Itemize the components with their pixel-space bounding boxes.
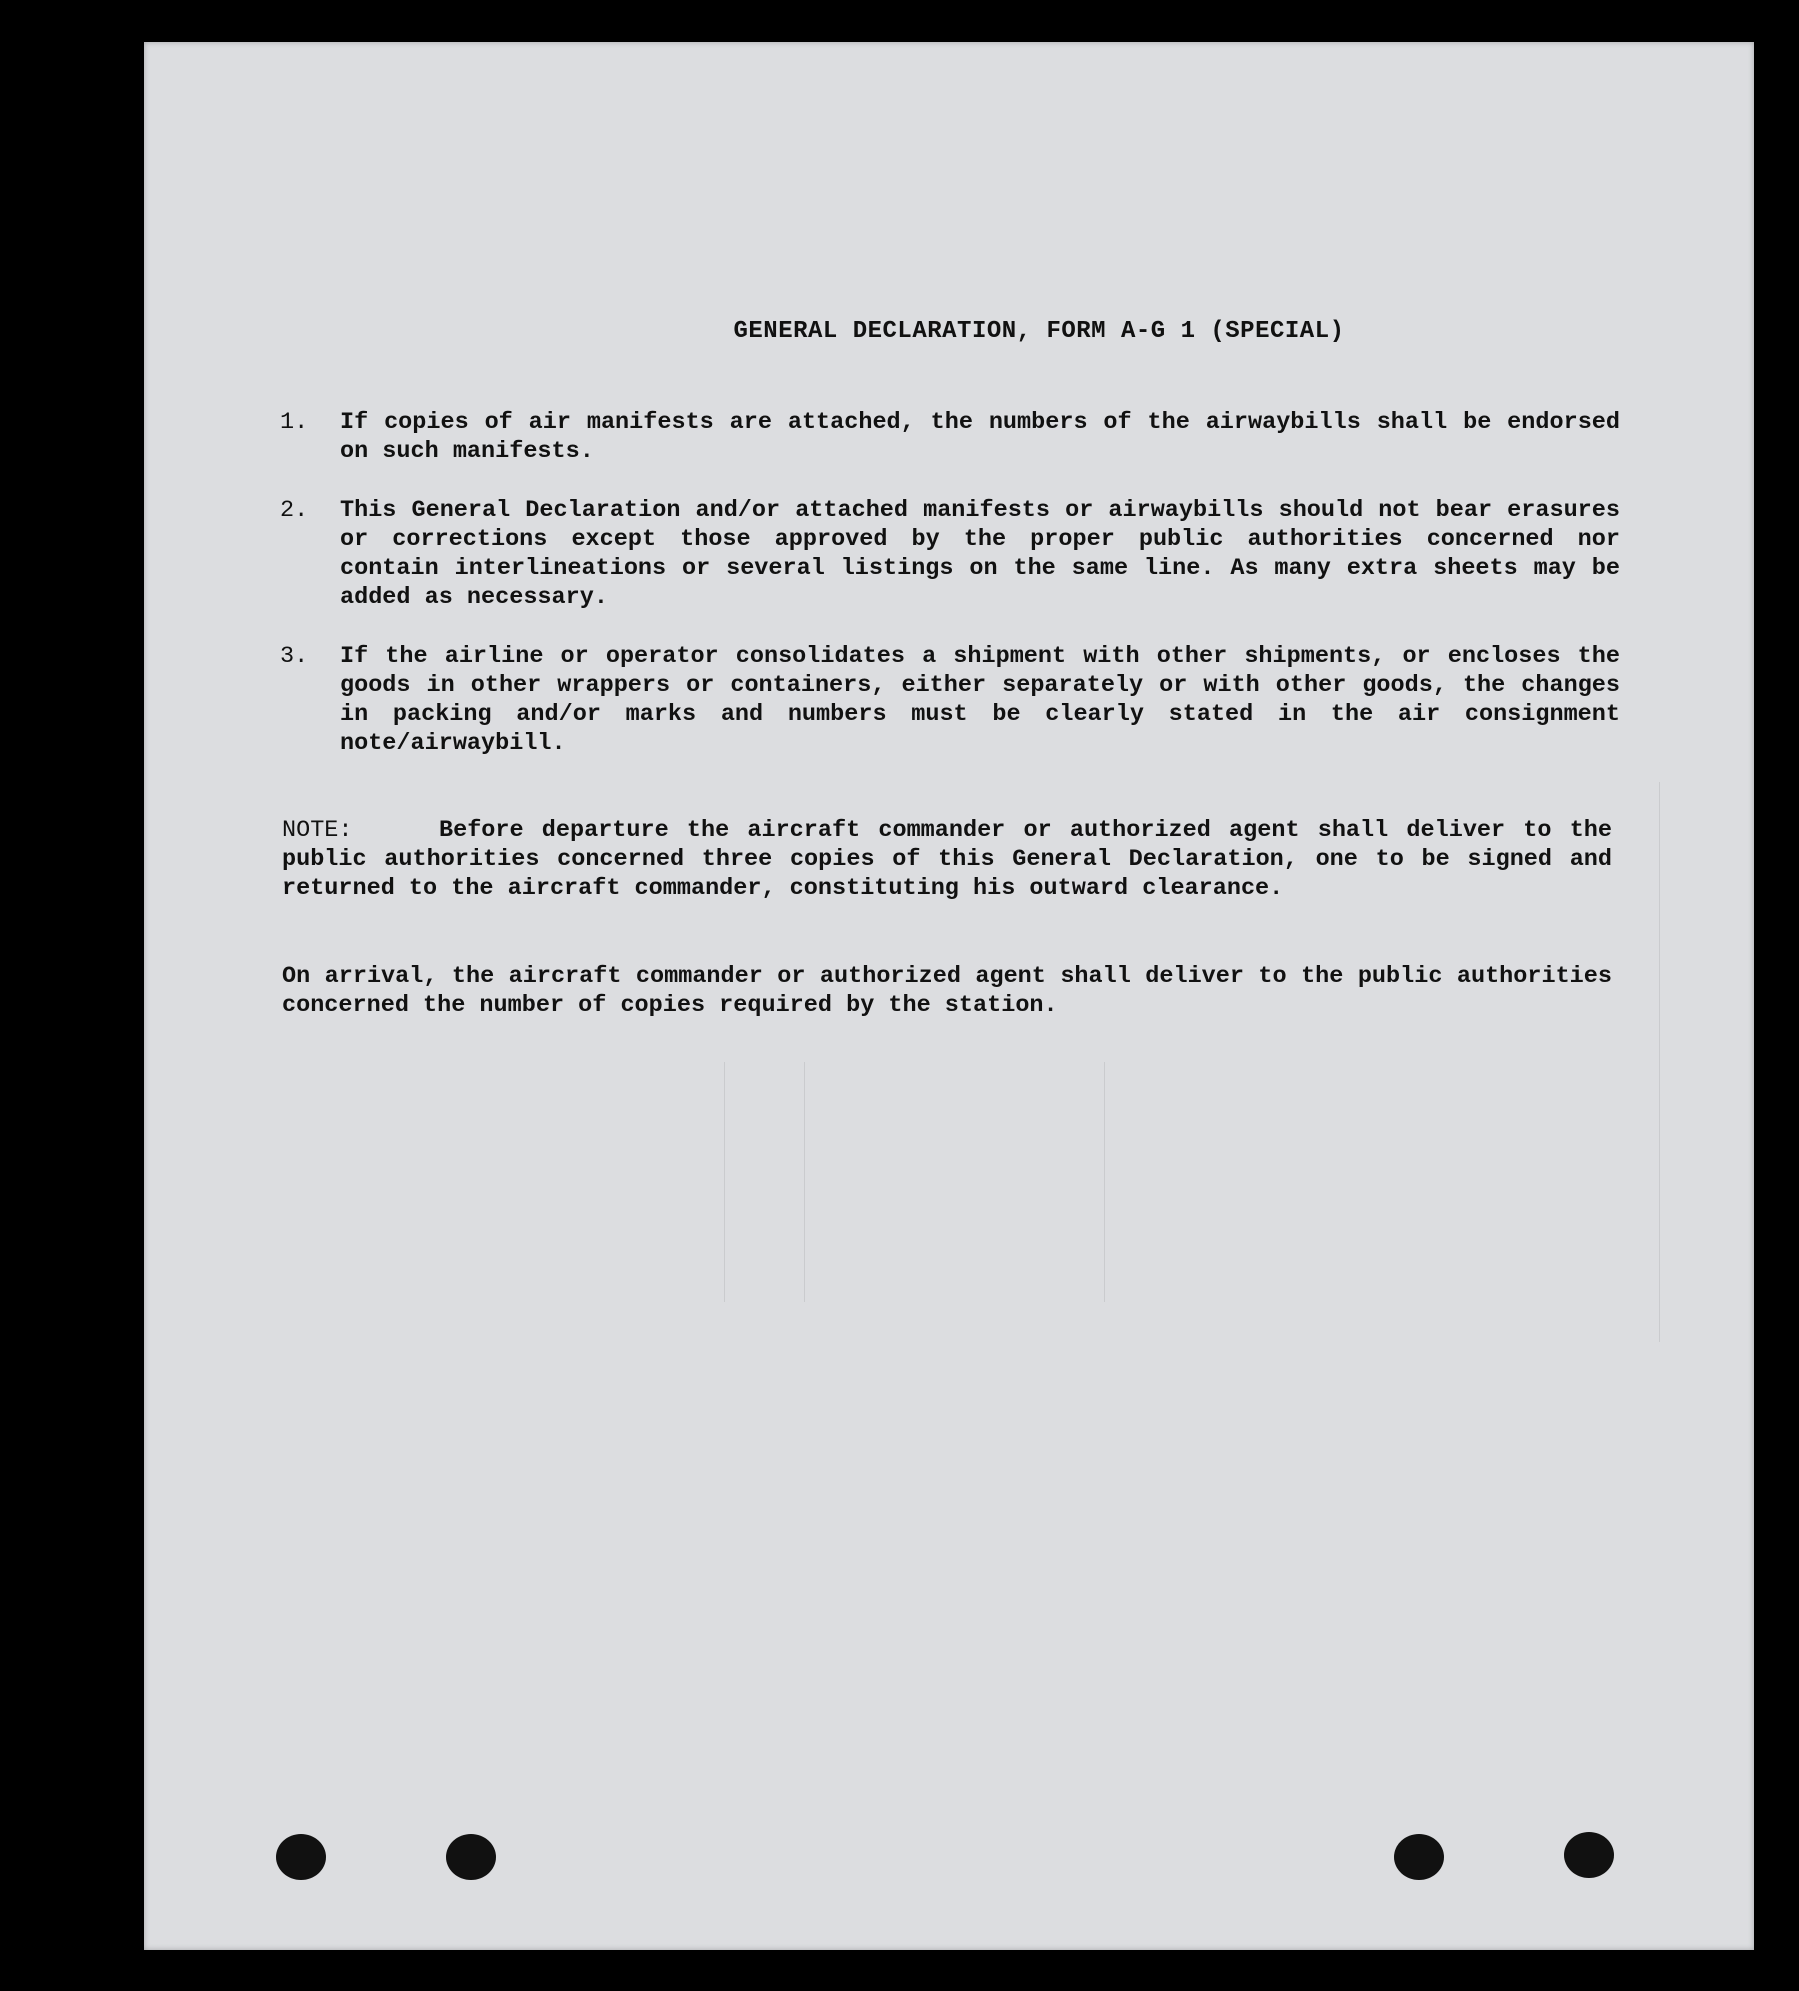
document-title: GENERAL DECLARATION, FORM A-G 1 (SPECIAL): [733, 318, 1345, 345]
bleed-through-line: [724, 1062, 725, 1302]
bleed-through-line: [1659, 782, 1660, 1342]
arrival-paragraph: On arrival, the aircraft commander or authorized agent shall deliver to the public authorities concerned the number of copies required by the station.: [282, 963, 1612, 1019]
document-page: [144, 42, 1754, 1950]
item-text: If the airline or operator consolidates a shipment with other shipments, or encloses the goods in other wrappers or containers, either separately or with other goods, the changes in packing and/or marks and numbers must be clearly stated in the air consignment note/airwaybill.: [340, 643, 1620, 757]
bleed-through-line: [804, 1062, 805, 1302]
note-text: Before departure the aircraft commander or authorized agent shall deliver to the public authorities concerned three copies of this General Declaration, one to be signed and returned to the aircraft commander, constituting his outward clearance.: [282, 817, 1612, 902]
list-item: [280, 408, 1620, 466]
item-number: 1.: [280, 409, 309, 436]
note-label: NOTE:: [282, 817, 353, 844]
note-paragraph: [282, 816, 1612, 903]
punch-hole: [1564, 1832, 1614, 1878]
list-item: [280, 496, 1620, 612]
item-number: 3.: [280, 643, 309, 670]
item-text: If copies of air manifests are attached, the numbers of the airwaybills shall be endorsed on such manifests.: [340, 409, 1620, 465]
list-item: [280, 642, 1620, 758]
item-text: This General Declaration and/or attached manifests or airwaybills should not bear erasures or corrections except those approved by the proper public authorities concerned nor contain interlineations or several listings on the same line. As many extra sheets may be added as necessary.: [340, 497, 1620, 611]
punch-hole: [276, 1834, 326, 1880]
item-number: 2.: [280, 497, 309, 524]
bleed-through-line: [1104, 1062, 1105, 1302]
punch-hole: [446, 1834, 496, 1880]
punch-hole: [1394, 1834, 1444, 1880]
